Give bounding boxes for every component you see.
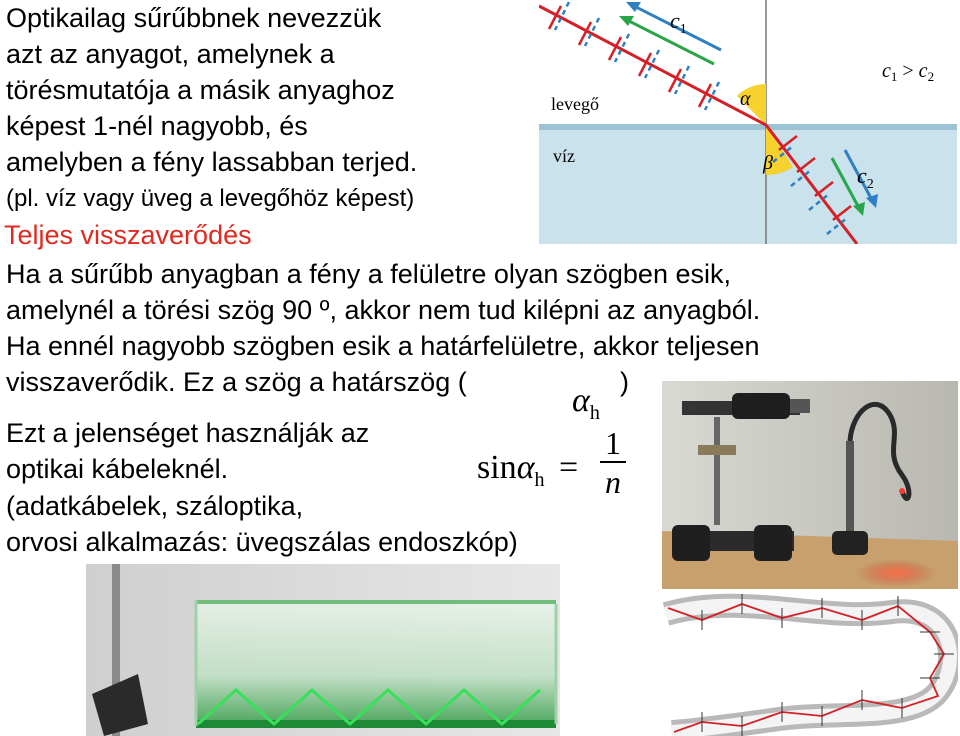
fiber-path-svg [662,592,958,736]
label-alpha: α [740,88,751,110]
laser-fiber-photo [662,381,958,589]
body-line-5: Ezt a jelenséget használják az [6,418,370,448]
formula-alpha: α [516,449,535,486]
compare-sub2: 2 [927,69,935,84]
compare-c2: c [918,60,928,82]
label-c1 [670,8,687,38]
formula-denominator: n [605,464,621,500]
body-line-2: amelynél a törési szög 90 º, akkor nem tud kilépni az anyagból. [6,295,761,325]
label-water: víz [553,146,575,166]
inline-alpha-h [572,384,600,430]
body-line-6: optikai kábeleknél. [6,454,229,484]
formula-equals: = [559,449,579,486]
label-c2-base: c [857,163,867,188]
label-air: levegő [551,94,599,114]
interface-line [539,124,957,130]
body-line-1: Ha a sűrűbb anyagban a fény a felületre olyan szögben esik, [6,259,731,289]
water-region [539,128,957,244]
formula-sin: sin [477,449,517,486]
section-heading: Teljes visszaverődés [4,220,252,250]
laser-photo-svg [662,381,958,589]
refraction-diagram [539,0,957,244]
label-c2-sub: 2 [866,177,874,192]
body-line-4: visszaverődik. Ez a szög a határszög ( [6,367,467,397]
formula-sub-h: h [534,469,545,491]
refraction-svg [539,0,957,244]
fiber-path-diagram [662,592,958,736]
intro-line-1: Optikailag sűrűbbnek nevezzük [6,3,382,33]
body-line-3: Ha ennél nagyobb szögben esik a határfelületre, akkor teljesen [6,331,760,361]
label-beta: β [763,152,773,174]
formula-fraction [600,425,626,501]
intro-line-3: törésmutatója a másik anyaghoz [6,75,395,105]
compare-c1: c [882,60,891,82]
glass-tank [196,600,556,726]
intro-line-4: képest 1-nél nagyobb, és [6,111,308,141]
intro-line-2: azt az anyagot, amelynek a [6,39,335,69]
inline-alpha: α [572,382,590,419]
intro-line-5: amelyben a fény lassabban terjed. [6,147,418,177]
label-c1-sub: 1 [679,22,687,37]
water-tank-photo [86,564,560,736]
compare-sub1: 1 [890,69,898,84]
body-line-7: (adatkábelek, száloptika, [6,491,304,521]
body-line-8: orvosi alkalmazás: üvegszálas endoszkóp) [6,527,518,557]
tank-photo-svg [86,564,560,736]
formula-numerator: 1 [605,425,621,461]
inline-sub-h: h [589,402,600,424]
label-c2 [857,163,874,193]
laser-head-icon [732,393,790,419]
body-line-4-close: ) [620,367,629,397]
formula [477,448,578,500]
compare-gt: > [897,60,919,82]
intro-line-6: (pl. víz vagy üveg a levegőhöz képest) [6,185,415,212]
label-c1-base: c [670,8,680,33]
label-compare [882,60,934,85]
